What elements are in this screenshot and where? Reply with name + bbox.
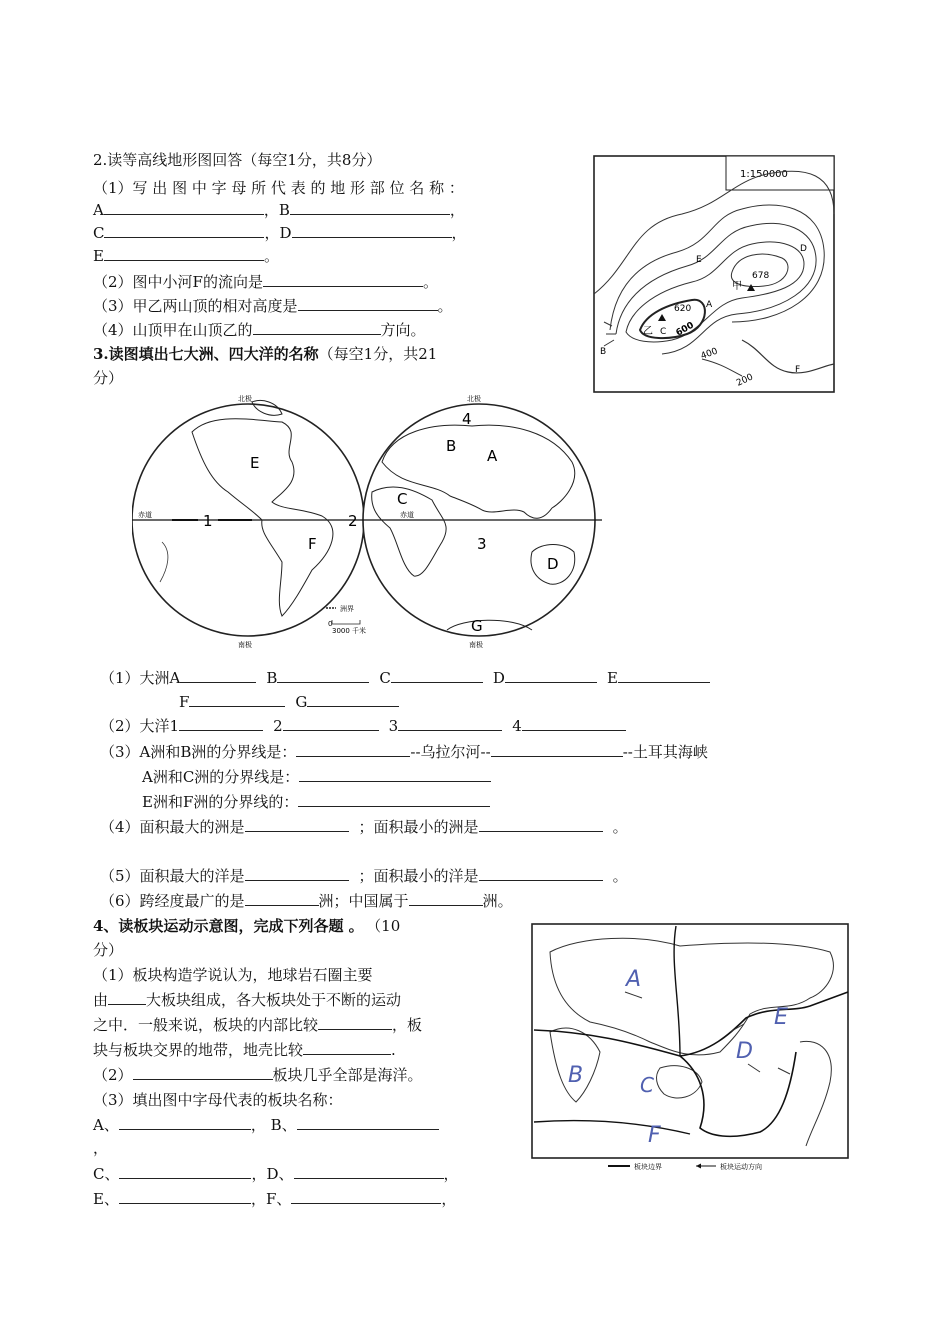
continent-f: F	[308, 535, 317, 553]
plate-label-e: E	[774, 1005, 788, 1030]
blank-continent-c[interactable]	[391, 668, 483, 683]
q3-p1: （1）大洲A B C D E	[100, 668, 710, 688]
plate-tectonics-map	[530, 922, 850, 1176]
south-pole-w: 南极	[238, 641, 252, 649]
blank-continent-b[interactable]	[277, 668, 369, 683]
q3-p2: （2）大洋1 2 3 4	[100, 716, 626, 736]
ocean-2: 2	[348, 512, 358, 530]
q2-title: 2.读等高线地形图回答（每空1分，共8分）	[93, 151, 382, 169]
blank-plate-a[interactable]	[119, 1115, 251, 1130]
legend-plate-direction: 板块运动方向	[720, 1163, 762, 1171]
q4-line6: （3）填出图中字母代表的板块名称：	[93, 1091, 343, 1109]
q3-p6: （6）跨经度最广的是 洲；中国属于 洲。	[100, 892, 513, 910]
blank-ocean-plate[interactable]	[133, 1065, 273, 1080]
blank-plate-boundary[interactable]	[303, 1040, 391, 1055]
blank-plate-count[interactable]	[108, 990, 146, 1005]
q4-row-ef: E、 ，F、 ，	[93, 1190, 457, 1208]
south-pole-e: 南极	[469, 641, 483, 649]
blank-smallest-continent[interactable]	[479, 817, 603, 832]
q2-blank-c[interactable]	[104, 223, 264, 238]
blank-plate-b[interactable]	[297, 1115, 439, 1130]
q2-blank-e[interactable]	[104, 246, 264, 261]
q2-label-d: D	[279, 224, 292, 242]
q2-label-a: A	[93, 201, 104, 219]
equator-e: 赤道	[400, 511, 414, 519]
q2-blank-a[interactable]	[104, 200, 264, 215]
q4-title: 4、读板块运动示意图，完成下列各题 。 （10	[93, 917, 401, 935]
continent-b: B	[446, 437, 457, 455]
q2-row-ab: A ，B ，	[93, 201, 465, 219]
q4-line2: 由 大板块组成，各大板块处于不断的运动	[93, 991, 402, 1009]
contour-label-a: A	[706, 300, 713, 310]
blank-ocean-3[interactable]	[398, 716, 502, 731]
q4-row-ab: A、 ， B、	[93, 1115, 439, 1135]
blank-ab-boundary-2[interactable]	[491, 742, 623, 757]
north-pole-e: 北极	[467, 395, 481, 403]
blank-smallest-ocean[interactable]	[479, 866, 603, 881]
equator-w: 赤道	[138, 511, 152, 519]
contour-label-d: D	[800, 244, 807, 254]
blank-plate-d[interactable]	[294, 1164, 444, 1179]
ocean-1: 1	[203, 512, 213, 530]
legend-plate-boundary: 板块边界	[634, 1163, 662, 1171]
plate-label-a: A	[626, 967, 642, 992]
blank-ocean-2[interactable]	[283, 716, 379, 731]
blank-plate-c[interactable]	[119, 1164, 251, 1179]
contour-label-b: B	[600, 347, 607, 357]
blank-continent-f[interactable]	[189, 692, 285, 707]
contour-600: 600	[674, 320, 696, 339]
plate-label-b: B	[568, 1063, 584, 1088]
q3-title-line2: 分）	[93, 369, 124, 387]
blank-ocean-1[interactable]	[179, 716, 263, 731]
continent-e: E	[250, 454, 260, 472]
blank-continent-g[interactable]	[307, 692, 399, 707]
ocean-4: 4	[462, 410, 472, 428]
q2-blank-b[interactable]	[290, 200, 450, 215]
blank-plate-f[interactable]	[291, 1189, 441, 1204]
q4-row-ab-comma: ，	[93, 1139, 109, 1157]
q2-label-b: B	[278, 201, 290, 219]
q2-line1: （1）写 出 图 中 字 母 所 代 表 的 地 形 部 位 名 称 ：	[93, 179, 464, 197]
q4-row-cd: C、 ，D、 ，	[93, 1165, 459, 1183]
continent-a: A	[487, 447, 498, 465]
blank-largest-ocean[interactable]	[245, 866, 349, 881]
q3-p4: （4）面积最大的洲是 ；面积最小的洲是 。	[100, 818, 628, 836]
q2-label-c: C	[93, 224, 105, 242]
map-scale: 1:150000	[740, 169, 788, 180]
q3-p3: （3）A洲和B洲的分界线是： --乌拉尔河-- --土耳其海峡	[100, 743, 708, 761]
contour-400: 400	[699, 346, 720, 362]
q4-score-line2: 分）	[93, 941, 124, 959]
blank-largest-continent[interactable]	[245, 817, 349, 832]
peak-jia: 甲	[732, 281, 742, 292]
q2-blank-height[interactable]	[298, 296, 438, 311]
blank-plate-e[interactable]	[119, 1189, 251, 1204]
blank-plate-interior[interactable]	[318, 1015, 392, 1030]
blank-ef-boundary[interactable]	[298, 792, 490, 807]
blank-ab-boundary-1[interactable]	[296, 742, 410, 757]
q2-row-cd: C ，D ，	[93, 224, 467, 242]
blank-widest-longitude[interactable]	[245, 891, 319, 906]
q2-row-e: E 。	[93, 247, 279, 265]
legend-scale: 3000 千米	[332, 627, 367, 635]
world-hemispheres-map	[132, 392, 602, 652]
contour-map	[592, 154, 836, 394]
q4-line1: （1）板块构造学说认为，地球岩石圈主要	[93, 966, 373, 984]
q4-line5: （2） 板块几乎全部是海洋。	[93, 1066, 423, 1084]
q4-line4: 块与板块交界的地带，地壳比较 .	[93, 1041, 396, 1059]
contour-label-e: E	[696, 255, 702, 265]
blank-continent-d[interactable]	[505, 668, 597, 683]
q2-blank-d[interactable]	[292, 223, 452, 238]
q3-p5: （5）面积最大的洋是 ；面积最小的洋是 。	[100, 867, 628, 885]
q3-p3-ac: A洲和C洲的分界线是：	[142, 767, 491, 787]
contour-label-f: F	[795, 365, 801, 375]
ocean-3: 3	[477, 535, 487, 553]
legend-scale-zero: 0	[328, 620, 333, 628]
continent-g: G	[471, 617, 483, 635]
contour-label-c: C	[660, 327, 667, 337]
continent-c: C	[397, 490, 408, 508]
blank-continent-a[interactable]	[180, 668, 256, 683]
legend-boundary: 洲界	[340, 605, 354, 613]
q2-line3: （3）甲乙两山顶的相对高度是 。	[93, 297, 453, 315]
q3-p1-cont: F G	[179, 692, 399, 712]
q2-label-e: E	[93, 247, 104, 265]
blank-continent-e[interactable]	[618, 668, 710, 683]
continent-d: D	[547, 555, 559, 573]
elevation-yi: 620	[674, 304, 692, 314]
plate-label-c: C	[640, 1073, 654, 1097]
blank-china-continent[interactable]	[409, 891, 483, 906]
plate-label-d: D	[736, 1039, 753, 1064]
q2-blank-direction[interactable]	[253, 320, 381, 335]
q3-p3-ef: E洲和F洲的分界线的：	[142, 792, 490, 812]
plate-label-f: F	[648, 1123, 661, 1148]
q2-blank-river[interactable]	[263, 272, 423, 287]
north-pole-w: 北极	[238, 395, 252, 403]
blank-ocean-4[interactable]	[522, 716, 626, 731]
blank-ac-boundary[interactable]	[299, 767, 491, 782]
q4-line3: 之中．一般来说，板块的内部比较 ，板	[93, 1016, 423, 1034]
peak-yi: 乙	[643, 326, 653, 337]
elevation-jia: 678	[752, 271, 770, 281]
q2-line2: （2）图中小河F的流向是 。	[93, 273, 438, 291]
q2-line4: （4）山顶甲在山顶乙的 方向。	[93, 321, 426, 339]
q3-title: 3.读图填出七大洲、四大洋的名称（每空1分，共21	[93, 345, 438, 363]
contour-200: 200	[735, 372, 755, 389]
